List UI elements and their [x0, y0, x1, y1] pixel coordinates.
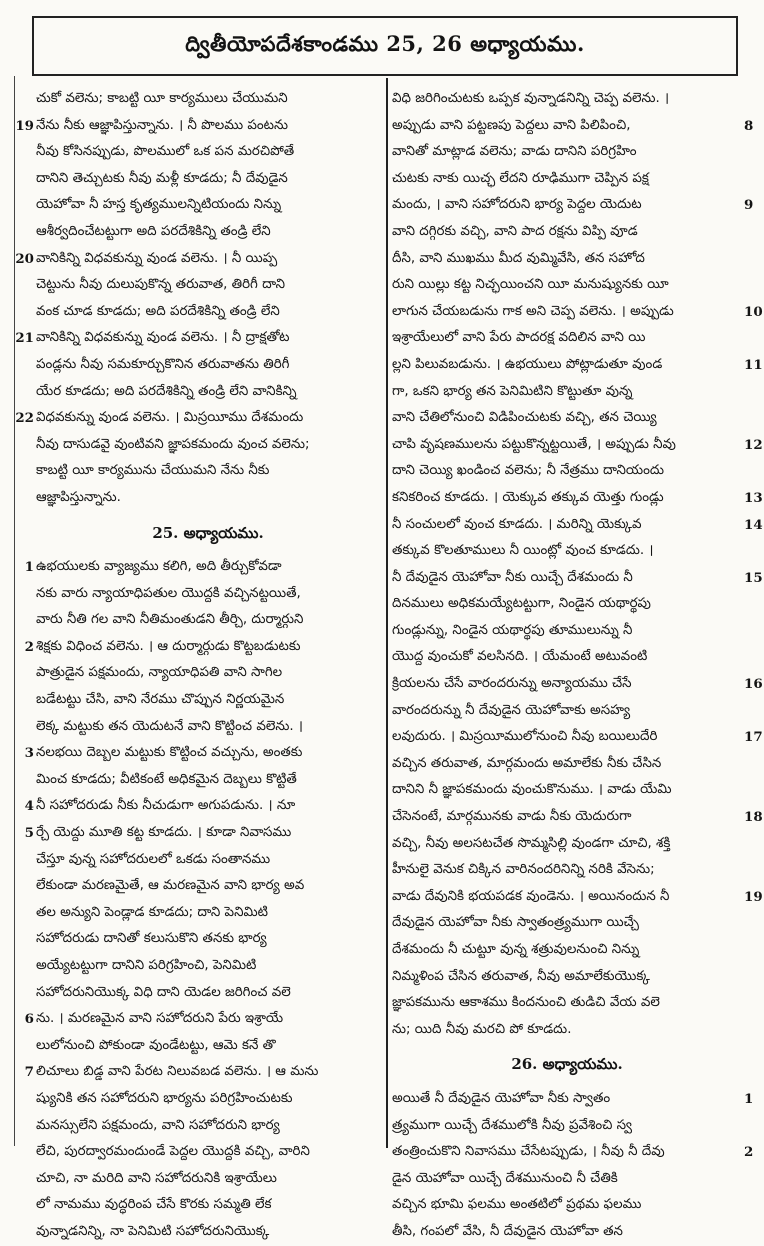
text-line: [392, 671, 763, 698]
verse-text: బడేటట్టు చేసి, వాని నేరము చొప్పున నిర్ణయమైన: [36, 692, 285, 708]
verse-number: 22: [15, 410, 34, 427]
verse-text: మించ కూడదు; వీటికంటే అధికమైన దెబ్బలు కొట్టితే: [36, 771, 297, 787]
verse-number: 12: [744, 436, 763, 453]
text-line: [392, 485, 763, 512]
verse-text: ఉభయులకు వ్యాజ్యము కలిగి, అది తీర్చుకోవడా: [36, 559, 282, 575]
chapter-heading: 26. అధ్యాయము.: [511, 1055, 623, 1074]
text-line: [392, 325, 742, 352]
verse-text: దానిని నీ జ్ఞాపకమందు వుంచుకొనుము. । వాడు యేమి: [392, 782, 672, 798]
verse-number: 19: [15, 117, 34, 134]
verse-text: తీసి, గంపలో వేసి, నీ దేవుడైన యెహోవా తన: [392, 1223, 623, 1239]
text-line: [392, 86, 742, 113]
verse-number: 16: [744, 676, 763, 693]
verse-text: దేశమందు నీ చుట్టూ వున్న శత్రువులనుంచి నిన్ను: [392, 942, 640, 957]
verse-text: మనస్సులేని పక్షమందు, వాని సహోదరుని భార్య: [36, 1117, 280, 1133]
text-line: [36, 139, 380, 166]
verse-text: వచ్చి, నీవు అలసటచేత సొమ్మసిల్లి వుండగా చూచి, శక్తి: [392, 835, 671, 851]
verse-text: వానికిన్ని విధవకున్ను వుండ వలెను. । నీ యిప్ప: [36, 250, 278, 266]
verse-text: లేకుండా మరణమైతే, ఆ మరణమైన వాని భార్య అవ: [36, 878, 305, 894]
verse-text: చాపి వృషణములను పట్టుకొన్నట్టయితే, । అప్పుడు నీవు: [392, 436, 676, 452]
text-line: [36, 900, 380, 927]
text-line: [36, 607, 380, 634]
text-line: [36, 847, 380, 874]
verse-text: లవుదురు. । మిస్రయీములోనుంచి నీవు బయిలుదేరి: [392, 729, 658, 745]
text-line: [36, 432, 380, 459]
verse-text: లేచి, పురద్వారమందుండే పెద్దల యొద్దకి వచ్చి, వారిని: [36, 1144, 310, 1160]
verse-number: 10: [744, 303, 763, 320]
text-line: [36, 1113, 380, 1140]
verse-text: కనికరించ కూడదు. । యెక్కువ తక్కువ యెత్తు గుండ్లు: [392, 489, 664, 505]
verse-number: 4: [24, 798, 34, 815]
verse-text: నకు వారు న్యాయాధిపతుల యొద్దకి వచ్చినట్టయితే,: [36, 585, 301, 601]
text-line: [15, 325, 380, 352]
verse-text: నీ సహోదరుడు నీకు నీచుడుగా అగుపడును. । నూ: [36, 798, 296, 814]
text-line: [392, 246, 742, 273]
verse-text: అయితే నీ దేవుడైన యెహోవా నీకు స్వాతం: [392, 1090, 611, 1106]
text-line: [36, 581, 380, 608]
text-line: [392, 751, 742, 778]
verse-text: నీవు దాసుడవై వుంటివని జ్ఞాపకమందు వుంచ వలెను;: [36, 436, 310, 452]
verse-text: నీ సంచులలో వుంచ కూడదు. । మరిన్ని యెక్కువ: [392, 516, 642, 532]
text-line: [36, 352, 380, 379]
text-line: [36, 166, 380, 193]
verse-text: నిమ్మళింప చేసిన తరువాత, నీవు అమాలేకుయొక్క: [392, 968, 650, 984]
text-line: [36, 86, 380, 113]
verse-text: త్ర్యముగా యిచ్చే దేశములోకి నీవు ప్రవేశించి స్వ: [392, 1117, 633, 1133]
page-title: ద్వితీయోపదేశకాండము 25, 26 అధ్యాయము.: [185, 30, 585, 56]
left-margin-rule: [14, 76, 15, 1146]
text-line: [392, 192, 754, 219]
verse-text: చెట్టును నీవు దులుపుకొన్న తరువాత, తిరిగీ దాని: [36, 277, 286, 293]
text-line: [392, 724, 763, 751]
text-line: [24, 793, 380, 820]
text-line: [392, 538, 742, 565]
text-line: [392, 113, 754, 140]
text-line: [392, 352, 763, 379]
text-line: [36, 485, 380, 512]
verse-text: వానికిన్ని విధవకున్ను వుండ వలెను. । నీ ద్రాక్షతోట: [36, 330, 290, 346]
verse-number: 8: [744, 117, 754, 134]
verse-text: లో నామము వుద్ధరింప చేసే కొరకు సమ్మతి లేక: [36, 1197, 272, 1213]
text-line: [36, 1166, 380, 1193]
verse-text: సహోదరునియొక్క విధి దాని యెడల జరిగించ వలె: [36, 984, 291, 1000]
verse-text: లులోనుంచి పోకుండా వుండేటట్టు, ఆమె కనే తొ: [36, 1037, 276, 1053]
text-line: [392, 804, 763, 831]
text-line: [36, 192, 380, 219]
text-line: [15, 113, 380, 140]
verse-text: వాడు దేవునికి భయపడక వుండెను. । అయినందున నీ: [392, 888, 670, 904]
verse-text: రుని యిల్లు కట్ట నిచ్ఛయించని యీ మనుష్యునకు యీ: [392, 277, 669, 293]
chapter-heading: 25. అధ్యాయము.: [152, 523, 264, 542]
verse-text: దీసి, వాని ముఖము మీద వుమ్మివేసి, తన సహోద: [392, 250, 645, 266]
text-line: [36, 926, 380, 953]
verse-text: జ్ఞాపకమును ఆకాశము కిందనుంచి తుడిచి వేయ వలె: [392, 995, 660, 1011]
verse-text: హీనులై వెనుక చిక్కిన వారినందరినిన్ని నరికి వేసెను;: [392, 862, 655, 878]
text-line: [392, 379, 742, 406]
verse-text: శిక్షకు విధించ వలెను. । ఆ దుర్మార్గుడు కొట్టబడుటకు: [36, 638, 301, 654]
verse-text: దాని చెయ్యి ఖండించ వలెను; నీ నేత్రము దానియందు: [392, 463, 664, 479]
text-line: [36, 980, 380, 1007]
text-line: [392, 1192, 742, 1219]
verse-number: 7: [24, 1064, 34, 1081]
verse-text: వాని దగ్గిరకు వచ్చి, వాని పాద రక్షను విప్పి వూడ: [392, 223, 638, 239]
verse-number: 11: [744, 356, 763, 373]
verse-text: చుటకు నాకు యిచ్ఛ లేదని రూఢిముగా చెప్పిన పక్ష: [392, 170, 649, 186]
verse-text: డైన యెహోవా యిచ్చే దేశమునుంచి నీ చేతికి: [392, 1170, 618, 1186]
verse-number: 2: [24, 638, 34, 655]
text-line: [24, 634, 380, 661]
text-line: [392, 1113, 742, 1140]
verse-text: ర్చే యెద్దు మూతి కట్ట కూడదు. । కూడా నివాసము: [36, 825, 292, 841]
verse-text: వాని చేతిలోనుంచి విడిపించుటకు వచ్చి, తన చెయ్యి: [392, 410, 657, 426]
verse-text: క్రియలను చేసే వారందరున్ను అన్యాయము చేసే: [392, 676, 632, 692]
text-line: [392, 884, 763, 911]
verse-number: 6: [24, 1011, 34, 1028]
text-line: [36, 1192, 380, 1219]
verse-text: కాబట్టి యీ కార్యమును చేయుమని నేను నీకు: [36, 463, 270, 479]
text-line: [392, 937, 742, 964]
verse-number: 2: [744, 1144, 754, 1161]
left-column: [15, 86, 380, 1246]
verse-text: తల అన్యుని పెండ్లాడ కూడదు; దాని పెనిమిటి: [36, 904, 268, 920]
text-line: [36, 767, 380, 794]
verse-text: ష్యునికి తన సహోదరుని భార్యను పరిగ్రహించుటకు: [36, 1090, 293, 1106]
verse-text: దేవుడైన యెహోవా నీకు స్వాతంత్ర్యముగా యిచ్చే: [392, 915, 639, 931]
verse-text: చుకో వలెను; కాబట్టి యీ కార్యములు చేయుమని: [36, 91, 288, 106]
verse-text: చూచి, నా మరిది వాని సహోదరునికి ఇశ్రాయేలు: [36, 1170, 277, 1186]
verse-number: 20: [15, 250, 34, 267]
text-line: [392, 299, 763, 326]
verse-number: 19: [744, 888, 763, 905]
verse-text: వానితో మాట్లాడ వలెను; వాడు దానిని పరిగ్రహిం: [392, 144, 637, 160]
text-line: [36, 953, 380, 980]
verse-text: నలభయి దెబ్బల మట్టుకు కొట్టించ వచ్చును, అంతకు: [36, 745, 303, 761]
text-line: [392, 831, 742, 858]
text-line: [392, 644, 742, 671]
text-line: [392, 990, 742, 1017]
verse-text: యొద్ద వుంచుకో వలసినది. । యేమంటే అటువంటి: [392, 649, 648, 665]
verse-text: దానిని తెచ్చుటకు నీవు మళ్లీ కూడదు; నీ దేవుడైన: [36, 170, 288, 186]
text-line: [392, 910, 742, 937]
verse-text: సహోదరుడు దానితో కలుసుకొని తనకు భార్య: [36, 931, 267, 947]
verse-text: ఆజ్ఞాపిస్తున్నాను.: [36, 489, 121, 505]
text-line: [36, 714, 380, 741]
verse-number: 3: [24, 745, 34, 762]
verse-number: 1: [744, 1090, 754, 1107]
verse-text: ఆశీర్వదించేటట్టుగా అది పరదేశికిన్ని తండ్రి లేని: [36, 223, 271, 239]
verse-text: వంక చూడ కూడదు; అది పరదేశికిన్ని తండ్రి లేని: [36, 303, 280, 319]
verse-number: 1: [24, 559, 34, 576]
text-line: [392, 964, 742, 991]
text-line: [392, 512, 763, 539]
verse-number: 18: [744, 809, 763, 826]
verse-text: నేను నీకు ఆజ్ఞాపిస్తున్నాను. । నీ పొలము పంటను: [36, 117, 289, 133]
text-line: [392, 458, 742, 485]
text-line: [15, 405, 380, 432]
verse-text: వారు నీతి గల వాని నీతిమంతుడని తీర్చి, దుర్మార్గుని: [36, 612, 304, 628]
verse-text: అయ్యేటట్టుగా దానిని పరిగ్రహించి, పెనిమిటి: [36, 958, 257, 973]
verse-text: వచ్చిన తరువాత, మార్గమందు అమాలేకు నీకు చేసిన: [392, 755, 662, 771]
page-header: [32, 16, 738, 76]
text-line: [392, 219, 742, 246]
text-line: [24, 740, 380, 767]
text-line: [392, 777, 742, 804]
verse-text: ఇశ్రాయేలులో వాని పేరు పాదరక్ష వదిలిన వాని యి: [392, 330, 646, 346]
verse-number: 5: [24, 825, 34, 842]
verse-number: 13: [744, 489, 763, 506]
verse-number: 15: [744, 569, 763, 586]
text-line: [392, 698, 742, 725]
verse-text: వున్నాడనిన్ని, నా పెనిమిటి సహోదరునియొక్క: [36, 1223, 270, 1239]
verse-text: గుండ్లున్ను, నిండైన యథార్థపు తూములున్ను నీ: [392, 622, 633, 638]
text-line: [36, 299, 380, 326]
text-line: [392, 1166, 742, 1193]
verse-text: విధవకున్ను వుండ వలెను. । మిస్రయీము దేశమందు: [36, 410, 304, 426]
text-line: [36, 219, 380, 246]
text-line: [392, 1219, 742, 1246]
verse-text: పండ్లను నీవు సమకూర్చుకొనిన తరువాతను తిరిగీ: [36, 356, 290, 372]
text-line: [392, 139, 742, 166]
text-line: [24, 554, 380, 581]
verse-text: వారందరున్ను నీ దేవుడైన యెహోవాకు అసహ్య: [392, 702, 631, 718]
verse-text: విధి జరిగించుటకు ఒప్పక వున్నాడనిన్ని చెప్ప వలెను. ।: [392, 91, 670, 106]
verse-number: 14: [744, 516, 763, 533]
text-line: [15, 246, 380, 273]
text-line: [392, 618, 742, 645]
text-line: [392, 1086, 754, 1113]
text-line: [24, 820, 380, 847]
verse-text: ల్లని పిలువబడును. । ఉభయులు పోట్లాడుతూ వుండ: [392, 356, 663, 372]
verse-text: అప్పుడు వాని పట్టణపు పెద్దలు వాని పిలిపించి,: [392, 117, 631, 133]
verse-text: చేస్తూ వున్న సహోదరులలో ఒకడు సంతానము: [36, 851, 271, 867]
verse-number: 21: [15, 330, 34, 347]
verse-text: ను; యిది నీవు మరచి పో కూడదు.: [392, 1021, 572, 1037]
verse-text: నీవు కోసినప్పుడు, పొలములో ఒక పన మరచిపోతే: [36, 144, 295, 160]
text-line: [392, 1017, 742, 1044]
text-line: [36, 379, 380, 406]
verse-text: మందు, । వాని సహోదరుని భార్య పెద్దల యెదుట: [392, 197, 642, 213]
text-line: [392, 591, 742, 618]
text-line: [392, 565, 763, 592]
text-line: [24, 1059, 380, 1086]
text-line: [392, 405, 742, 432]
text-line: [36, 1139, 380, 1166]
text-line: [392, 272, 742, 299]
verse-number: 17: [744, 729, 763, 746]
verse-text: ను. । మరణమైన వాని సహోదరుని పేరు ఇశ్రాయే: [36, 1011, 284, 1027]
text-line: [392, 857, 742, 884]
verse-text: లెక్క మట్టుకు తన యెదుటనే వాని కొట్టించ వలెను. ।: [36, 718, 303, 734]
text-line: [36, 1033, 380, 1060]
text-line: [392, 1139, 754, 1166]
verse-text: పాత్రుడైన పక్షమందు, న్యాయాధిపతి వాని సాగిల: [36, 665, 283, 681]
text-line: [392, 432, 763, 459]
verse-number: 9: [744, 197, 754, 214]
text-line: [36, 458, 380, 485]
text-line: [36, 687, 380, 714]
verse-text: లాగున చేయబడును గాక అని చెప్ప వలెను. । అప్పుడు: [392, 303, 674, 319]
verse-text: గా, ఒకని భార్య తన పెనిమిటిని కొట్టుతూ వున్న: [392, 383, 633, 399]
verse-text: నీ దేవుడైన యెహోవా నీకు యిచ్చే దేశమందు నీ: [392, 569, 633, 585]
text-line: [36, 272, 380, 299]
text-line: [36, 660, 380, 687]
text-line: [36, 1219, 380, 1246]
verse-text: తంత్రించుకొని నివాసము చేసేటప్పుడు, । నీవు నీ దేవు: [392, 1144, 665, 1160]
text-line: [36, 873, 380, 900]
right-column: [392, 86, 763, 1246]
verse-text: తక్కువ కొలతూములు నీ యింట్లో వుంచ కూడదు. ।: [392, 543, 654, 559]
verse-text: చేసెనంటే, మార్గమునకు వాడు నీకు యెదురుగా: [392, 809, 632, 825]
text-line: [36, 1086, 380, 1113]
verse-text: యేర కూడదు; అది పరదేశికిన్ని తండ్రి లేని వానికిన్ని: [36, 383, 297, 399]
verse-text: లిచూలు బిడ్డ వాని పేరట నిలువబడ వలెను. । ఆ మను: [36, 1064, 319, 1080]
verse-text: దినములు అధికమయ్యేటట్టుగా, నిండైన యథార్థపు: [392, 596, 651, 612]
page: [14, 16, 763, 1239]
text-line: [392, 166, 742, 193]
verse-text: వచ్చిన భూమి ఫలము అంతటిలో ప్రథమ ఫలము: [392, 1197, 642, 1213]
column-divider: [386, 78, 388, 1148]
text-line: [24, 1006, 380, 1033]
verse-text: యెహోవా నీ హస్త కృత్యములన్నిటియందు నిన్ను: [36, 197, 282, 213]
